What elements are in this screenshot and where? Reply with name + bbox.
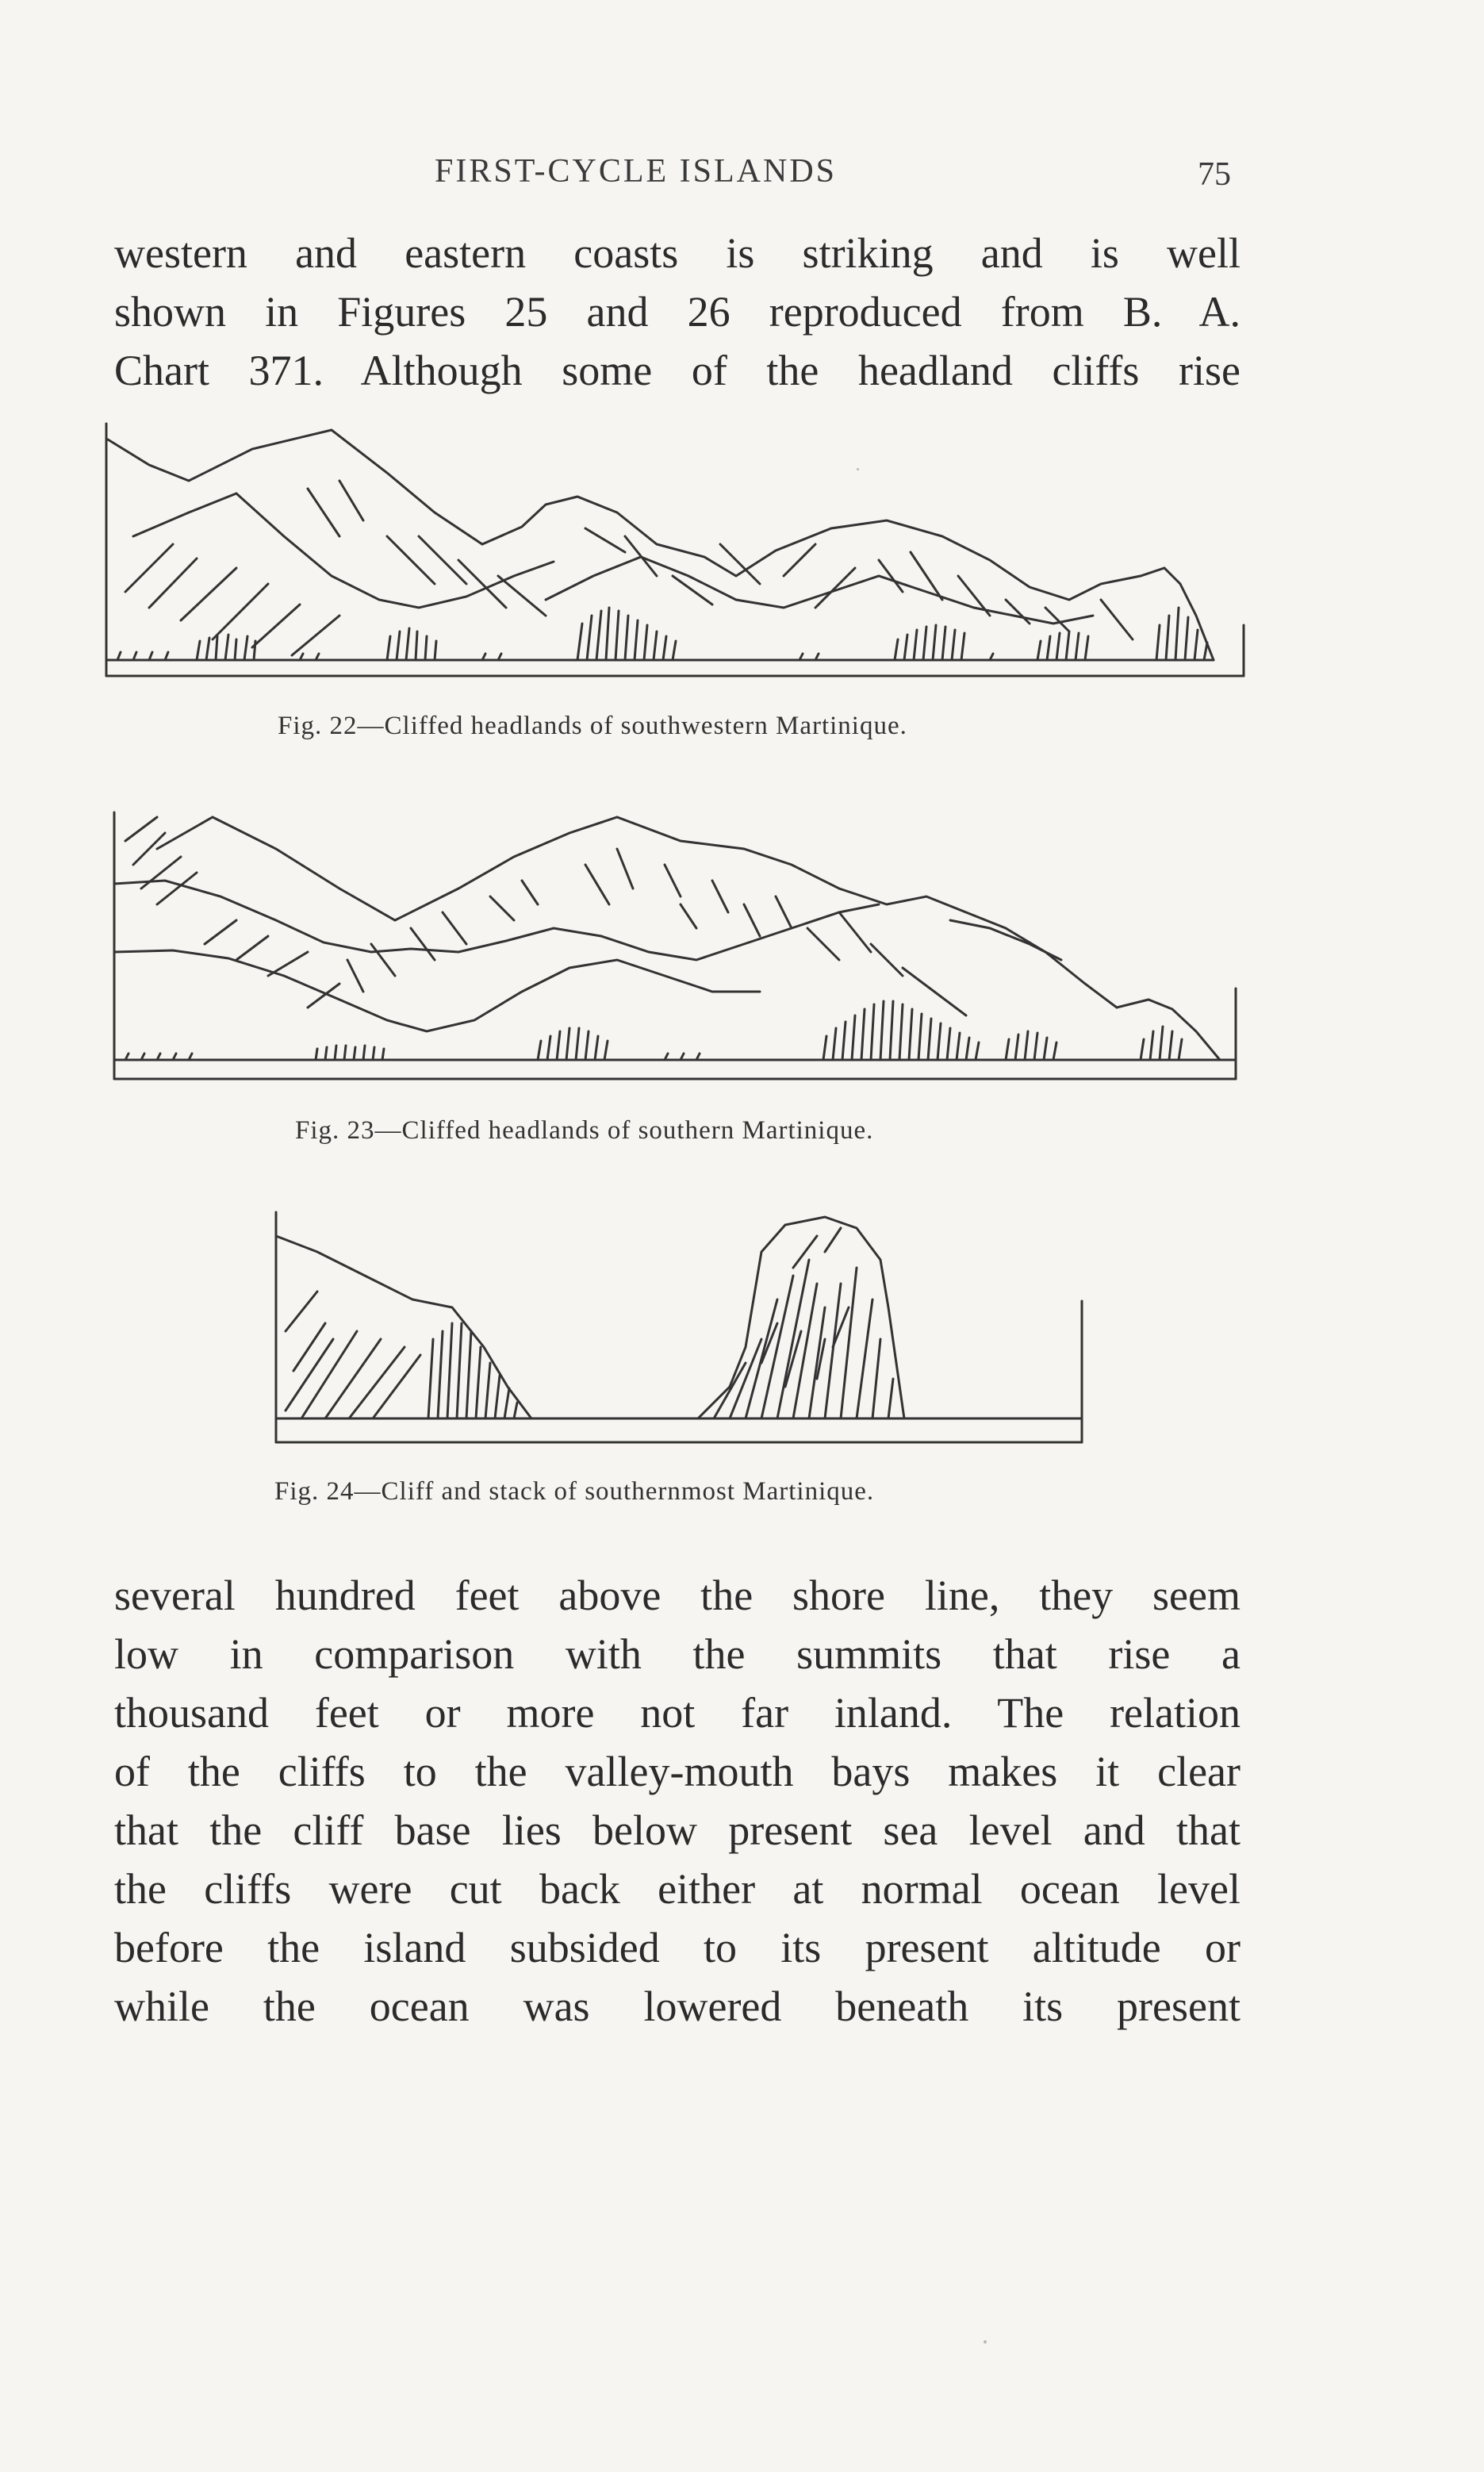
text-line: before the island subsided to its present altitude or bbox=[114, 1924, 1241, 1971]
paper-speck bbox=[857, 468, 859, 470]
figure-22-drawing bbox=[102, 417, 1260, 682]
text-line: western and eastern coasts is striking and is well bbox=[114, 229, 1241, 277]
text-line: that the cliff base lies below present sea level and that bbox=[114, 1806, 1241, 1854]
text-line: thousand feet or more not far inland. The relation bbox=[114, 1689, 1241, 1737]
paragraph-top bbox=[114, 224, 1241, 400]
page-number: 75 bbox=[1198, 156, 1231, 193]
figure-22-caption: Fig. 22—Cliffed headlands of southwestern Martinique. bbox=[278, 712, 907, 740]
text-line: while the ocean was lowered beneath its present bbox=[114, 1983, 1241, 2030]
running-head bbox=[0, 152, 1484, 200]
text-line: several hundred feet above the shore line, they seem bbox=[114, 1572, 1241, 1619]
paper-speck bbox=[984, 2340, 987, 2343]
running-title: FIRST-CYCLE ISLANDS bbox=[435, 153, 838, 190]
figure-22-illustration bbox=[102, 417, 1260, 682]
figure-23-drawing bbox=[109, 801, 1252, 1088]
text-line: Chart 371. Although some of the headland cliffs rise bbox=[114, 347, 1241, 394]
text-line: of the cliffs to the valley-mouth bays makes it clear bbox=[114, 1748, 1241, 1795]
text-line: low in comparison with the summits that rise a bbox=[114, 1630, 1241, 1678]
figure-23-caption: Fig. 23—Cliffed headlands of southern Martinique. bbox=[295, 1116, 874, 1145]
text-line: the cliffs were cut back either at normal ocean level bbox=[114, 1865, 1241, 1913]
paragraph-bottom bbox=[114, 1566, 1241, 2036]
figure-24-drawing bbox=[270, 1204, 1095, 1455]
figure-24-illustration bbox=[270, 1204, 1095, 1455]
text-line: shown in Figures 25 and 26 reproduced from B. A. bbox=[114, 288, 1241, 336]
figure-23-illustration bbox=[109, 801, 1252, 1088]
figure-24-caption: Fig. 24—Cliff and stack of southernmost Martinique. bbox=[274, 1477, 875, 1506]
